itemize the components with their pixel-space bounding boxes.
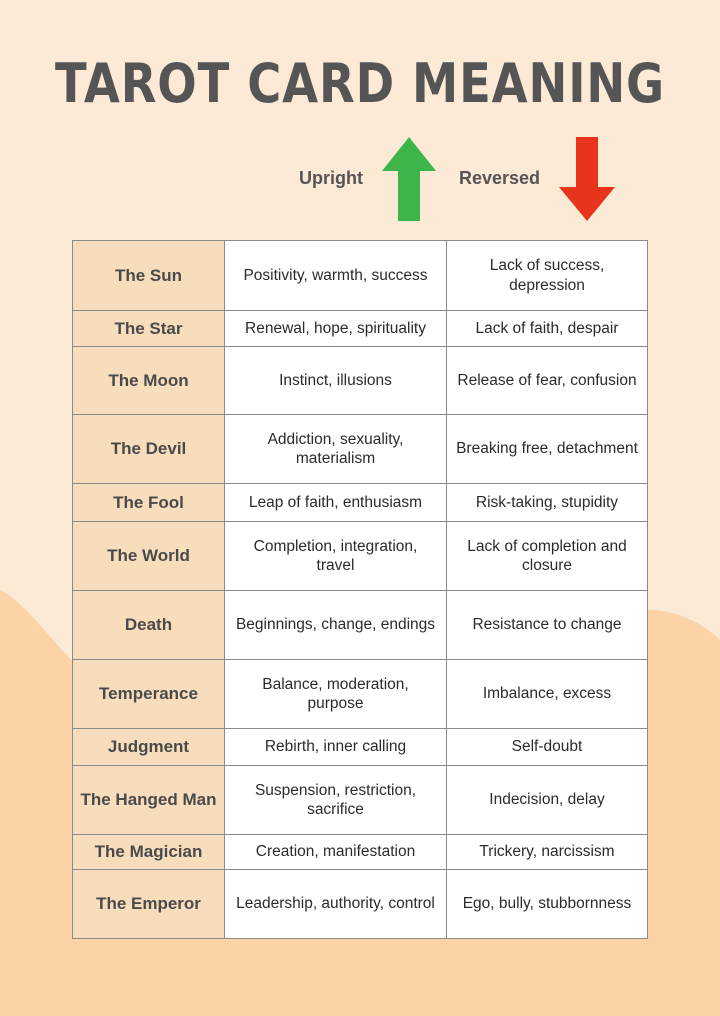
table-row: [73, 766, 648, 835]
card-name-cell: The Star: [73, 311, 225, 347]
table-row: [73, 311, 648, 347]
upright-meaning-cell: Suspension, restriction, sacrifice: [225, 766, 447, 835]
table-row: [73, 241, 648, 311]
card-name-cell: The Fool: [73, 484, 225, 522]
card-name-cell: The World: [73, 522, 225, 591]
upright-meaning-cell: Completion, integration, travel: [225, 522, 447, 591]
tarot-meaning-table: [72, 240, 648, 939]
table-row: [73, 484, 648, 522]
upright-meaning-cell: Creation, manifestation: [225, 835, 447, 870]
card-name-cell: The Moon: [73, 347, 225, 415]
table-row: [73, 347, 648, 415]
upright-meaning-cell: Instinct, illusions: [225, 347, 447, 415]
card-name-cell: The Sun: [73, 241, 225, 311]
arrow-up-icon: [382, 137, 436, 221]
upright-meaning-cell: Beginnings, change, endings: [225, 591, 447, 660]
table-row: [73, 660, 648, 729]
table-row: [73, 522, 648, 591]
reversed-meaning-cell: Lack of faith, despair: [447, 311, 648, 347]
reversed-meaning-cell: Resistance to change: [447, 591, 648, 660]
upright-meaning-cell: Balance, moderation, purpose: [225, 660, 447, 729]
upright-label: Upright: [299, 168, 363, 188]
page-title: TAROT CARD MEANING: [54, 52, 666, 115]
table-row: [73, 835, 648, 870]
reversed-meaning-cell: Trickery, narcissism: [447, 835, 648, 870]
card-name-cell: The Emperor: [73, 870, 225, 939]
card-name-cell: Temperance: [73, 660, 225, 729]
table-row: [73, 870, 648, 939]
upright-meaning-cell: Renewal, hope, spirituality: [225, 311, 447, 347]
reversed-label: Reversed: [459, 168, 541, 188]
card-name-cell: Judgment: [73, 729, 225, 766]
card-name-cell: The Hanged Man: [73, 766, 225, 835]
reversed-meaning-cell: Imbalance, excess: [447, 660, 648, 729]
table-row: [73, 415, 648, 484]
reversed-meaning-cell: Lack of completion and closure: [447, 522, 648, 591]
card-name-cell: Death: [73, 591, 225, 660]
table-row: [73, 591, 648, 660]
reversed-meaning-cell: Self-doubt: [447, 729, 648, 766]
reversed-meaning-cell: Risk-taking, stupidity: [447, 484, 648, 522]
upright-meaning-cell: Positivity, warmth, success: [225, 241, 447, 311]
reversed-meaning-cell: Indecision, delay: [447, 766, 648, 835]
upright-meaning-cell: Addiction, sexuality, materialism: [225, 415, 447, 484]
table-row: [73, 729, 648, 766]
upright-meaning-cell: Leap of faith, enthusiasm: [225, 484, 447, 522]
card-name-cell: The Magician: [73, 835, 225, 870]
arrow-down-icon: [559, 137, 615, 221]
reversed-meaning-cell: Lack of success, depression: [447, 241, 648, 311]
reversed-meaning-cell: Breaking free, detachment: [447, 415, 648, 484]
reversed-meaning-cell: Release of fear, confusion: [447, 347, 648, 415]
reversed-meaning-cell: Ego, bully, stubbornness: [447, 870, 648, 939]
card-name-cell: The Devil: [73, 415, 225, 484]
upright-meaning-cell: Rebirth, inner calling: [225, 729, 447, 766]
upright-meaning-cell: Leadership, authority, control: [225, 870, 447, 939]
